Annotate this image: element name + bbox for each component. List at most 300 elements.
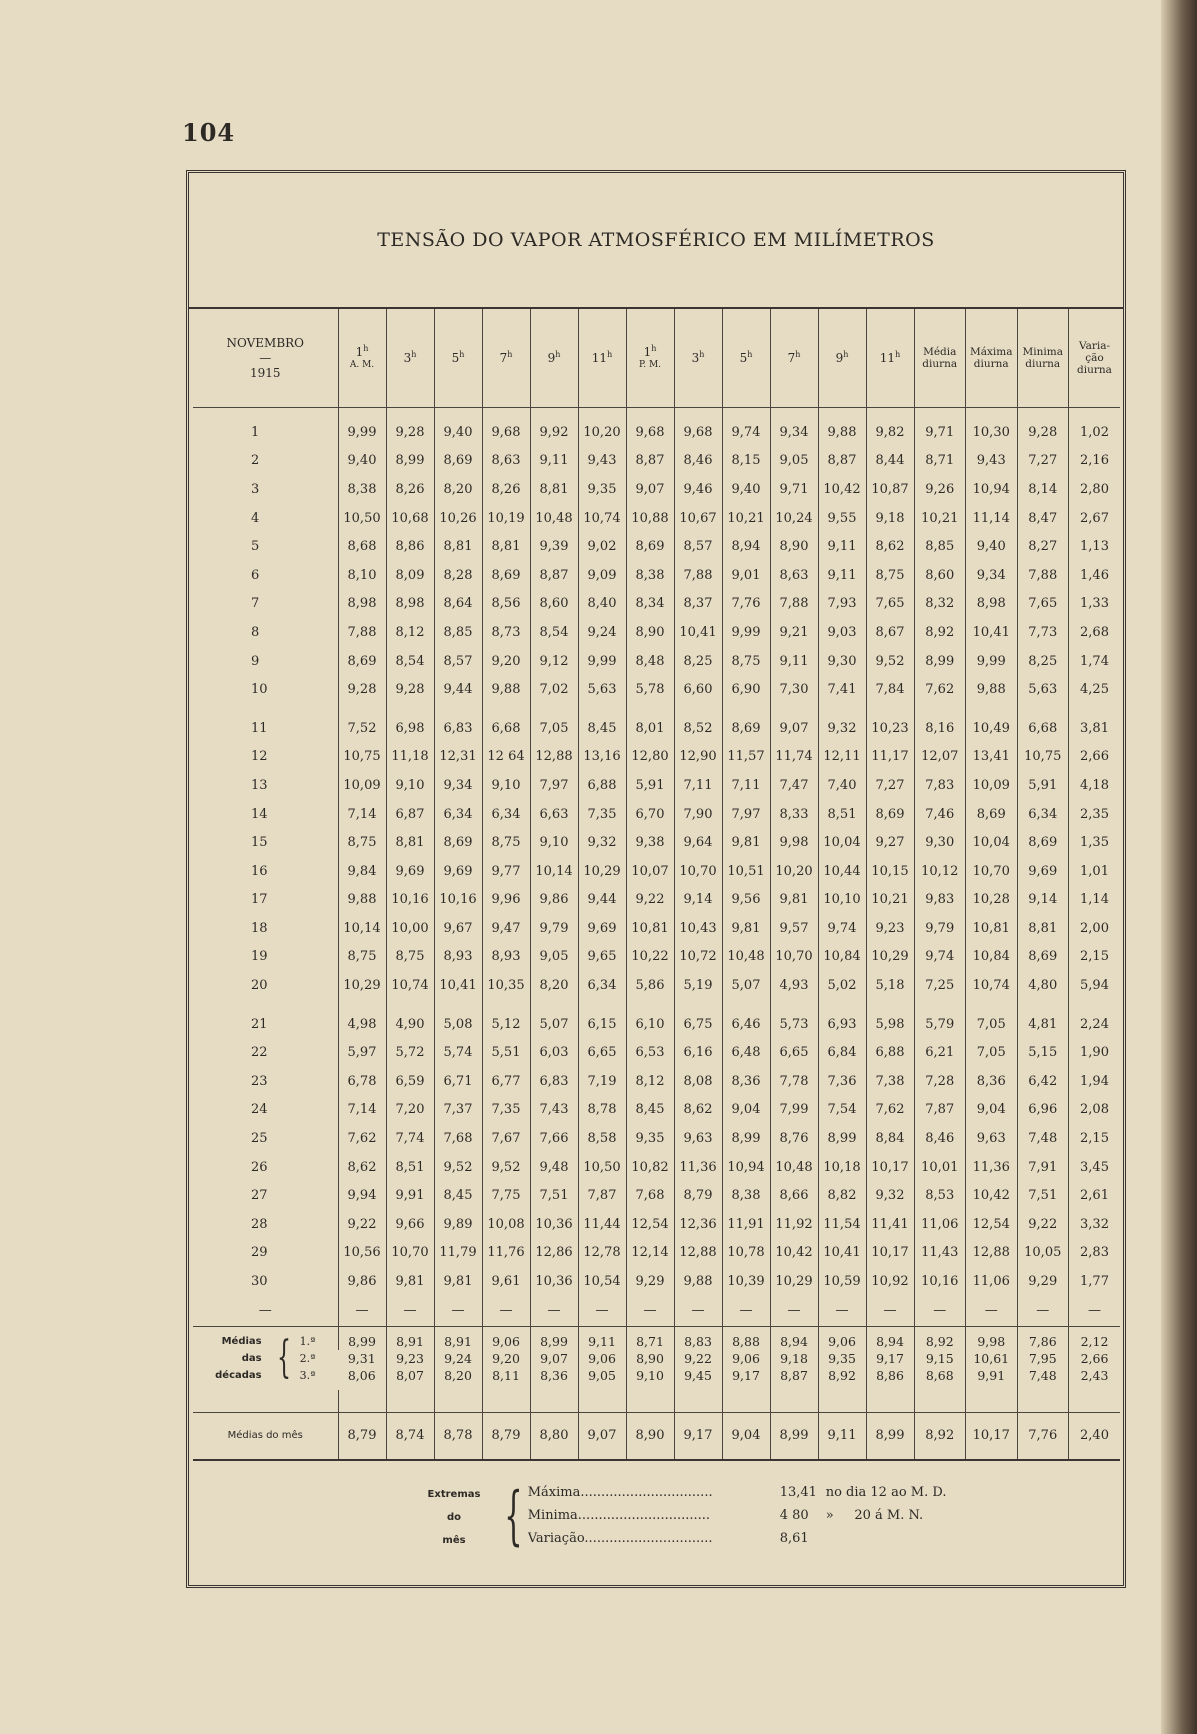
- vapor-value: 8,69: [482, 561, 530, 590]
- vapor-value: 2,67: [1069, 504, 1121, 533]
- hour-unit: h: [895, 350, 901, 359]
- vapor-value: 6,75: [674, 1010, 722, 1039]
- spacer-cell: [386, 704, 434, 714]
- vapor-value: 11,06: [966, 1267, 1018, 1296]
- vapor-value: 9,40: [338, 447, 386, 476]
- decade-value: 8,99: [338, 1326, 386, 1350]
- extreme-value: 8,61: [779, 1531, 809, 1546]
- vapor-value: 9,29: [1017, 1267, 1069, 1296]
- vapor-value: 7,05: [966, 1038, 1018, 1067]
- vapor-value: 10,21: [722, 504, 770, 533]
- vapor-value: 8,99: [386, 447, 434, 476]
- hour-unit: h: [363, 344, 369, 354]
- daily-min-header-word: Minima: [1022, 345, 1063, 358]
- spacer-cell: [966, 704, 1018, 714]
- decade-value: 8,68: [914, 1367, 966, 1390]
- day-number: 25: [251, 1131, 268, 1147]
- vapor-value: 9,81: [434, 1267, 482, 1296]
- vapor-value: 6,34: [434, 800, 482, 829]
- vapor-value: 5,74: [434, 1038, 482, 1067]
- spacer-cell: [674, 704, 722, 714]
- vapor-value: 7,46: [914, 800, 966, 829]
- vapor-value: 8,10: [338, 561, 386, 590]
- vapor-value: 9,28: [1017, 418, 1069, 447]
- vapor-value: 10,75: [338, 743, 386, 772]
- decade-value: 9,06: [482, 1326, 530, 1350]
- vapor-value: 7,65: [866, 590, 914, 619]
- day-row: [193, 418, 1120, 447]
- vapor-value: 9,24: [578, 618, 626, 647]
- vapor-value: 10,29: [866, 943, 914, 972]
- vapor-value: 10,56: [338, 1239, 386, 1268]
- spacer-cell: [193, 704, 338, 714]
- vapor-value: 5,73: [770, 1010, 818, 1039]
- vapor-value: 9,82: [866, 418, 914, 447]
- vapor-value: 9,81: [722, 828, 770, 857]
- vapor-value: 8,48: [626, 647, 674, 676]
- spacer-cell: [193, 1390, 338, 1413]
- vapor-value: 1,90: [1069, 1038, 1121, 1067]
- vapor-value: 10,41: [966, 618, 1018, 647]
- vapor-value: 8,44: [866, 447, 914, 476]
- day-number: 4: [251, 510, 260, 526]
- monthly-average-row: [193, 1412, 1120, 1460]
- monthly-average-value: 9,11: [818, 1412, 866, 1460]
- vapor-value: 5,19: [674, 971, 722, 1000]
- extreme-label: Minima................................: [527, 1508, 711, 1523]
- spacer-cell: [338, 704, 386, 714]
- vapor-value: 10,15: [866, 857, 914, 886]
- vapor-value: 10,28: [966, 886, 1018, 915]
- spacer-cell: [386, 408, 434, 419]
- vapor-value: 5,63: [578, 675, 626, 704]
- vapor-value: 9,23: [866, 914, 914, 943]
- vapor-value: 9,88: [818, 418, 866, 447]
- vapor-value: 9,68: [626, 418, 674, 447]
- spacer-cell: [914, 704, 966, 714]
- vapor-value: 5,51: [482, 1038, 530, 1067]
- vapor-value: 9,77: [482, 857, 530, 886]
- vapor-value: 7,66: [530, 1124, 578, 1153]
- vapor-value: 8,90: [626, 618, 674, 647]
- vapor-value: 6,77: [482, 1067, 530, 1096]
- vapor-value: 8,33: [770, 800, 818, 829]
- vapor-value: 8,45: [434, 1181, 482, 1210]
- vapor-value: 13,41: [966, 743, 1018, 772]
- vapor-value: 8,12: [386, 618, 434, 647]
- extreme-value: 4 80: [779, 1508, 809, 1523]
- spacer-cell: [578, 704, 626, 714]
- decade-value: 8,11: [482, 1367, 530, 1390]
- vapor-value: 2,61: [1069, 1181, 1121, 1210]
- vapor-value: 8,98: [338, 590, 386, 619]
- vapor-value: 9,86: [530, 886, 578, 915]
- vapor-value: 13,16: [578, 743, 626, 772]
- vapor-value: 3,32: [1069, 1210, 1121, 1239]
- vapor-value: 10,24: [770, 504, 818, 533]
- dash-cell: —: [578, 1296, 626, 1327]
- decade-value: 9,06: [722, 1350, 770, 1367]
- vapor-value: 2,16: [1069, 447, 1121, 476]
- vapor-value: 9,44: [578, 886, 626, 915]
- vapor-value: 7,20: [386, 1096, 434, 1125]
- vapor-value: 8,87: [818, 447, 866, 476]
- vapor-value: 3,45: [1069, 1153, 1121, 1182]
- vapor-value: 10,29: [578, 857, 626, 886]
- spacer-cell: [193, 1000, 338, 1010]
- vapor-value: 9,04: [966, 1096, 1018, 1125]
- vapor-value: 12,88: [674, 1239, 722, 1268]
- decade-value: 9,23: [386, 1350, 434, 1367]
- vapor-value: 9,07: [626, 475, 674, 504]
- vapor-value: 8,26: [386, 475, 434, 504]
- vapor-value: 8,36: [966, 1067, 1018, 1096]
- vapor-value: 9,88: [338, 886, 386, 915]
- hour-unit: h: [699, 350, 705, 359]
- daily-mean-header-word: Média: [923, 345, 957, 358]
- day-row: [193, 771, 1120, 800]
- decade-value: 7,48: [1017, 1367, 1069, 1390]
- hour-unit: h: [411, 350, 417, 359]
- vapor-value: 5,15: [1017, 1038, 1069, 1067]
- extreme-line: [528, 1481, 947, 1504]
- decade-value: 8,91: [386, 1326, 434, 1350]
- decade-brace: {: [276, 1332, 291, 1384]
- vapor-value: 7,88: [770, 590, 818, 619]
- month-label: NOVEMBRO: [226, 335, 305, 350]
- vapor-value: 6,46: [722, 1010, 770, 1039]
- vapor-value: 8,45: [626, 1096, 674, 1125]
- spacer-cell: [674, 1390, 722, 1413]
- vapor-value: 7,02: [530, 675, 578, 704]
- vapor-value: 6,60: [674, 675, 722, 704]
- decade-value: 9,15: [914, 1350, 966, 1367]
- vapor-value: 10,04: [966, 828, 1018, 857]
- vapor-value: 8,09: [386, 561, 434, 590]
- spacer-cell: [866, 704, 914, 714]
- hour-label: 1: [643, 345, 652, 360]
- daily-min-header: [1017, 309, 1069, 408]
- vapor-value: 5,94: [1069, 971, 1121, 1000]
- vapor-value: 8,81: [530, 475, 578, 504]
- vapor-value: 7,88: [1017, 561, 1069, 590]
- vapor-value: 6,34: [482, 800, 530, 829]
- vapor-value: 7,43: [530, 1096, 578, 1125]
- vapor-value: 9,38: [626, 828, 674, 857]
- day-row: [193, 1067, 1120, 1096]
- vapor-value: 4,90: [386, 1010, 434, 1039]
- spacer-cell: [1017, 1000, 1069, 1010]
- vapor-value: 1,74: [1069, 647, 1121, 676]
- monthly-average-value: 8,78: [434, 1412, 482, 1460]
- vapor-value: 8,82: [818, 1181, 866, 1210]
- day-row: [193, 532, 1120, 561]
- vapor-value: 10,70: [674, 857, 722, 886]
- daily-max-header: [966, 309, 1018, 408]
- vapor-value: 9,89: [434, 1210, 482, 1239]
- vapor-value: 6,71: [434, 1067, 482, 1096]
- vapor-value: 9,30: [914, 828, 966, 857]
- dash-cell: —: [1017, 1296, 1069, 1327]
- vapor-value: 2,83: [1069, 1239, 1121, 1268]
- vapor-value: 10,48: [770, 1153, 818, 1182]
- day-number: 15: [251, 835, 268, 851]
- day-number: 14: [251, 806, 268, 822]
- vapor-value: 9,64: [674, 828, 722, 857]
- day-row: [193, 590, 1120, 619]
- vapor-value: 10,17: [866, 1153, 914, 1182]
- hour-header: [866, 309, 914, 408]
- decade-value: 2,43: [1069, 1367, 1121, 1390]
- hour-header: [482, 309, 530, 408]
- vapor-value: 8,75: [482, 828, 530, 857]
- vapor-value: 10,36: [530, 1267, 578, 1296]
- daily-variation-header-word: ção: [1085, 351, 1104, 364]
- spacer-cell: [530, 1390, 578, 1413]
- day-number: 6: [251, 567, 260, 583]
- decade-value: 9,24: [434, 1350, 482, 1367]
- day-number: 26: [251, 1159, 268, 1175]
- vapor-value: 8,86: [386, 532, 434, 561]
- day-number: 1: [251, 424, 260, 440]
- vapor-value: 8,81: [386, 828, 434, 857]
- vapor-value: 10,54: [578, 1267, 626, 1296]
- vapor-value: 9,99: [578, 647, 626, 676]
- decade-value: 9,20: [482, 1350, 530, 1367]
- decade-value: 7,95: [1017, 1350, 1069, 1367]
- vapor-value: 4,98: [338, 1010, 386, 1039]
- vapor-value: 8,75: [338, 943, 386, 972]
- vapor-value: 10,29: [338, 971, 386, 1000]
- decade-value: 9,06: [578, 1350, 626, 1367]
- decade-value: 9,22: [674, 1350, 722, 1367]
- vapor-value: 5,08: [434, 1010, 482, 1039]
- vapor-value: 9,40: [722, 475, 770, 504]
- vapor-value: 5,91: [626, 771, 674, 800]
- vapor-value: 7,35: [578, 800, 626, 829]
- vapor-value: 8,84: [866, 1124, 914, 1153]
- vapor-value: 9,69: [386, 857, 434, 886]
- spacer-cell: [386, 1000, 434, 1010]
- vapor-value: 8,27: [1017, 532, 1069, 561]
- vapor-value: 10,48: [530, 504, 578, 533]
- spacer-cell: [1069, 1000, 1121, 1010]
- vapor-value: 5,18: [866, 971, 914, 1000]
- vapor-value: 10,17: [866, 1239, 914, 1268]
- hour-label: 5: [739, 351, 748, 365]
- decade-value: 8,99: [530, 1326, 578, 1350]
- dash-cell: —: [1069, 1296, 1121, 1327]
- decade-value: 9,11: [578, 1326, 626, 1350]
- vapor-value: 10,41: [434, 971, 482, 1000]
- vapor-value: 1,35: [1069, 828, 1121, 857]
- spacer-cell: [722, 1390, 770, 1413]
- vapor-value: 10,10: [818, 886, 866, 915]
- vapor-value: 7,36: [818, 1067, 866, 1096]
- vapor-value: 8,14: [1017, 475, 1069, 504]
- vapor-value: 6,59: [386, 1067, 434, 1096]
- extreme-note: » 20 á M. N.: [825, 1508, 924, 1523]
- vapor-value: 6,84: [818, 1038, 866, 1067]
- spacer-cell: [578, 408, 626, 419]
- vapor-value: 8,38: [626, 561, 674, 590]
- vapor-value: 9,88: [482, 675, 530, 704]
- vapor-value: 10,35: [482, 971, 530, 1000]
- vapor-value: 8,57: [674, 532, 722, 561]
- vapor-value: 10,72: [674, 943, 722, 972]
- spacer-cell: [966, 1390, 1018, 1413]
- vapor-value: 9,34: [434, 771, 482, 800]
- decade-words: [215, 1333, 261, 1384]
- vapor-value: 7,25: [914, 971, 966, 1000]
- hour-label: 7: [787, 351, 796, 365]
- day-row: [193, 1267, 1120, 1296]
- vapor-value: 9,01: [722, 561, 770, 590]
- vapor-value: 9,40: [434, 418, 482, 447]
- vapor-value: 9,52: [482, 1153, 530, 1182]
- decade-value: 8,91: [434, 1326, 482, 1350]
- vapor-value: 9,88: [674, 1267, 722, 1296]
- vapor-value: 9,69: [578, 914, 626, 943]
- vapor-value: 10,92: [866, 1267, 914, 1296]
- vapor-value: 11,06: [914, 1210, 966, 1239]
- monthly-average-value: 10,17: [966, 1412, 1018, 1460]
- vapor-value: 8,38: [338, 475, 386, 504]
- spacer-cell: [434, 704, 482, 714]
- hour-label: 11: [879, 351, 896, 365]
- vapor-value: 8,85: [914, 532, 966, 561]
- vapor-value: 10,42: [770, 1239, 818, 1268]
- vapor-value: 10,39: [722, 1267, 770, 1296]
- spacer-cell: [914, 408, 966, 419]
- spacer-cell: [1017, 408, 1069, 419]
- vapor-value: 11,44: [578, 1210, 626, 1239]
- day-row: [193, 714, 1120, 743]
- vapor-value: 7,05: [530, 714, 578, 743]
- decade-value: 9,35: [818, 1350, 866, 1367]
- spacer-cell: [482, 704, 530, 714]
- vapor-value: 1,01: [1069, 857, 1121, 886]
- vapor-value: 8,69: [626, 532, 674, 561]
- vapor-value: 7,27: [1017, 447, 1069, 476]
- hour-header: [530, 309, 578, 408]
- hour-label: 3: [691, 351, 700, 365]
- vapor-value: 8,60: [530, 590, 578, 619]
- vapor-value: 10,07: [626, 857, 674, 886]
- vapor-value: 7,76: [722, 590, 770, 619]
- extreme-line: [528, 1504, 947, 1527]
- vapor-value: 8,56: [482, 590, 530, 619]
- vapor-value: 2,80: [1069, 475, 1121, 504]
- spacer-row: [193, 1390, 1120, 1413]
- vapor-value: 8,90: [770, 532, 818, 561]
- vapor-value: 7,11: [674, 771, 722, 800]
- spacer-cell: [914, 1000, 966, 1010]
- vapor-value: 9,22: [1017, 1210, 1069, 1239]
- vapor-value: 9,12: [530, 647, 578, 676]
- extreme-label: Máxima................................: [527, 1485, 713, 1500]
- vapor-value: 8,47: [1017, 504, 1069, 533]
- spacer-cell: [818, 704, 866, 714]
- day-number: 16: [251, 863, 268, 879]
- spacer-cell: [770, 1000, 818, 1010]
- vapor-value: 10,67: [674, 504, 722, 533]
- vapor-value: 6,42: [1017, 1067, 1069, 1096]
- vapor-value: 4,25: [1069, 675, 1121, 704]
- day-row: [193, 1153, 1120, 1182]
- vapor-value: 11,74: [770, 743, 818, 772]
- vapor-value: 9,28: [386, 675, 434, 704]
- month-dash: —: [259, 350, 272, 365]
- hour-label: 1: [355, 345, 364, 360]
- decade-value: 8,94: [770, 1326, 818, 1350]
- vapor-value: 8,46: [674, 447, 722, 476]
- vapor-value: 9,81: [722, 914, 770, 943]
- decade-value: 8,71: [626, 1326, 674, 1350]
- spacer-cell: [818, 1390, 866, 1413]
- day-row: [193, 857, 1120, 886]
- monthly-average-value: 2,40: [1069, 1412, 1121, 1460]
- vapor-value: 6,68: [482, 714, 530, 743]
- vapor-value: 7,35: [482, 1096, 530, 1125]
- decade-value: 9,17: [722, 1367, 770, 1390]
- vapor-value: 5,72: [386, 1038, 434, 1067]
- spacer-cell: [338, 1390, 386, 1413]
- vapor-value: 11,54: [818, 1210, 866, 1239]
- vapor-value: 9,07: [770, 714, 818, 743]
- vapor-value: 9,28: [338, 675, 386, 704]
- vapor-value: 8,87: [626, 447, 674, 476]
- vapor-value: 7,27: [866, 771, 914, 800]
- hour-label: 5: [451, 351, 460, 365]
- vapor-value: 9,96: [482, 886, 530, 915]
- vapor-value: 7,14: [338, 800, 386, 829]
- vapor-value: 9,65: [578, 943, 626, 972]
- vapor-value: 7,93: [818, 590, 866, 619]
- decade-value: 8,92: [818, 1367, 866, 1390]
- hour-label: 9: [835, 351, 844, 365]
- day-row: [193, 1124, 1120, 1153]
- vapor-value: 10,16: [914, 1267, 966, 1296]
- vapor-value: 6,65: [770, 1038, 818, 1067]
- spacer-cell: [626, 408, 674, 419]
- extreme-line: [528, 1527, 947, 1550]
- vapor-value: 10,14: [530, 857, 578, 886]
- day-row: [193, 828, 1120, 857]
- hour-header: [818, 309, 866, 408]
- hour-unit: h: [555, 350, 561, 359]
- spacer-cell: [1017, 1390, 1069, 1413]
- vapor-value: 11,79: [434, 1239, 482, 1268]
- monthly-average-value: 8,79: [338, 1412, 386, 1460]
- day-number: 28: [251, 1216, 268, 1232]
- vapor-value: 5,98: [866, 1010, 914, 1039]
- vapor-value: 1,14: [1069, 886, 1121, 915]
- decade-value: 10,61: [966, 1350, 1018, 1367]
- vapor-value: 8,69: [966, 800, 1018, 829]
- day-row: [193, 675, 1120, 704]
- vapor-value: 9,57: [770, 914, 818, 943]
- vapor-value: 9,63: [674, 1124, 722, 1153]
- day-number: 5: [251, 539, 260, 555]
- vapor-value: 9,79: [530, 914, 578, 943]
- decade-value: 7,86: [1017, 1326, 1069, 1350]
- vapor-value: 9,63: [966, 1124, 1018, 1153]
- spacer-cell: [866, 408, 914, 419]
- vapor-value: 9,20: [482, 647, 530, 676]
- vapor-value: 1,13: [1069, 532, 1121, 561]
- vapor-value: 8,20: [434, 475, 482, 504]
